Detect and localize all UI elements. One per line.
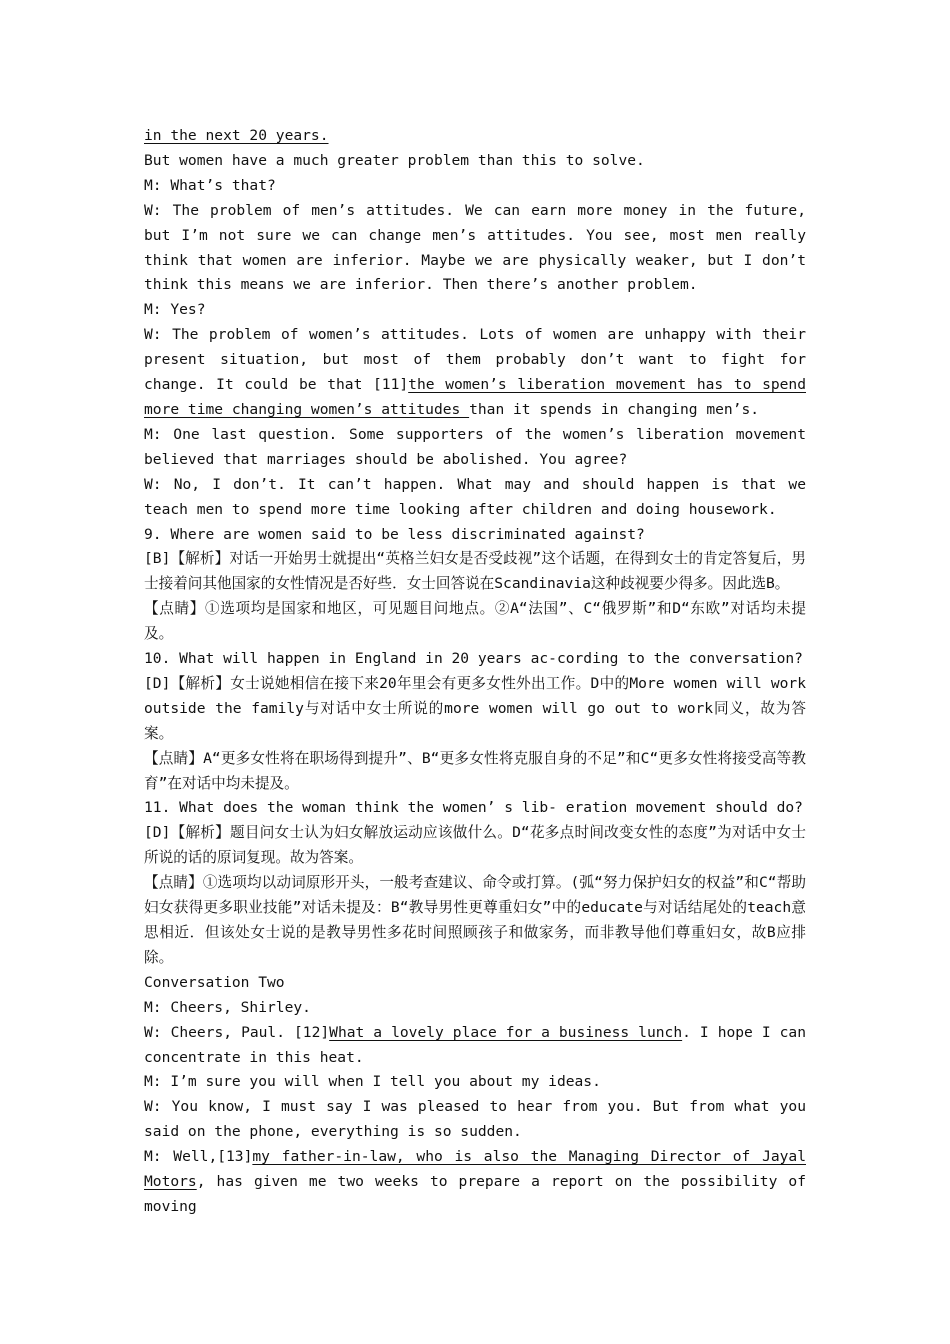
paragraph-2: But women have a much greater problem than this to solve. — [144, 151, 645, 169]
paragraph-5: M: Yes? — [144, 301, 206, 319]
answer-underline: What a lovely place for a business lunch — [329, 1023, 683, 1041]
answer-underline: in the next 20 years. — [144, 127, 329, 144]
section-heading: Conversation Two — [144, 973, 285, 991]
dialogue-text: M: Well,[13] — [144, 1148, 253, 1166]
paragraph-1 — [144, 124, 806, 149]
note-11: 【点睛】①选项均以动词原形开头，一般考查建议、命令或打算。(弧“努力保护妇女的权益”和C“帮助妇女获得更多职业技能”对话未提及：B“教导男性更尊重妇女”中的educate与对话结尾处的teach意思相近．但该处女士说的是教导男性多花时间照顾孩子和做家务，而非教导他们尊重妇女，故B应排除。 — [144, 874, 806, 966]
note-10: 【点睛】A“更多女性将在职场得到提升”、B“更多女性将克服自身的不足”和C“更多女性将接受高等教育”在对话中均未提及。 — [144, 749, 806, 792]
question-11: 11. What does the woman think the women’ s lib- eration movement should do? — [144, 799, 803, 817]
paragraph-20 — [144, 1021, 806, 1071]
analysis-11: [D]【解析】题目问女士认为妇女解放运动应该做什么。D“花多点时间改变女性的态度”为对话中女士所说的话的原词复现。故为答案。 — [144, 824, 806, 867]
paragraph-21: M: I’m sure you will when I tell you about my ideas. — [144, 1073, 601, 1091]
note-9: 【点睛】①选项均是国家和地区，可见题目问地点。②A“法国”、C“俄罗斯”和D“东欧”对话均未提及。 — [144, 600, 806, 643]
paragraph-23 — [144, 1145, 806, 1220]
paragraph-8: W: No, I don’t. It can’t happen. What may and should happen is that we teach men to spend more time looking after children and doing housework. — [144, 475, 806, 518]
document-page — [144, 124, 806, 1220]
dialogue-text: W: Cheers, Paul. [12] — [144, 1023, 330, 1041]
analysis-10: [D]【解析】女士说她相信在接下来20年里会有更多女性外出工作。D中的More women will work outside the family与对话中女士所说的more women will go out to work同义，故为答案。 — [144, 674, 806, 742]
question-10: 10. What will happen in England in 20 years ac-cording to the conversation? — [144, 650, 803, 668]
paragraph-4: W: The problem of men’s attitudes. We can earn more money in the future, but I’m not sure we can change men’s attitudes. You see, most men really think that women are inferior. Maybe we are physically weaker, but I don’t think this means we are inferior. Then there’s another problem. — [144, 201, 806, 294]
paragraph-6 — [144, 323, 806, 423]
dialogue-text: than it spends in changing men’s. — [469, 400, 760, 418]
paragraph-19: M: Cheers, Shirley. — [144, 998, 311, 1016]
dialogue-text: W: The problem of women’s attitudes. Lots of women are unhappy with their present situation, but most of them probably don’t want to fight for change. It could be that [11] — [144, 326, 806, 394]
paragraph-22: W: You know, I must say I was pleased to hear from you. But from what you said on the phone, everything is so sudden. — [144, 1098, 806, 1141]
paragraph-7: M: One last question. Some supporters of the women’s liberation movement believed that marriages should be abolished. You agree? — [144, 425, 806, 468]
dialogue-text: , has given me two weeks to prepare a report on the possibility of moving — [144, 1173, 806, 1215]
answer-underline: my father-in-law, who is also the Managing Director of Jayal Motors — [144, 1148, 806, 1191]
analysis-9: [B]【解析】对话一开始男士就提出“英格兰妇女是否受歧视”这个话题，在得到女士的肯定答复后，男士接着问其他国家的女性情况是否好些．女士回答说在Scandinavia这种歧视要少得多。因此选B。 — [144, 550, 806, 593]
answer-underline: the women’s liberation movement has to spend more time changing women’s attitudes — [144, 376, 806, 418]
paragraph-3: M: What’s that? — [144, 176, 276, 194]
dialogue-text: . I hope I can concentrate in this heat. — [144, 1023, 806, 1066]
question-9: 9. Where are women said to be less discriminated against? — [144, 525, 645, 543]
